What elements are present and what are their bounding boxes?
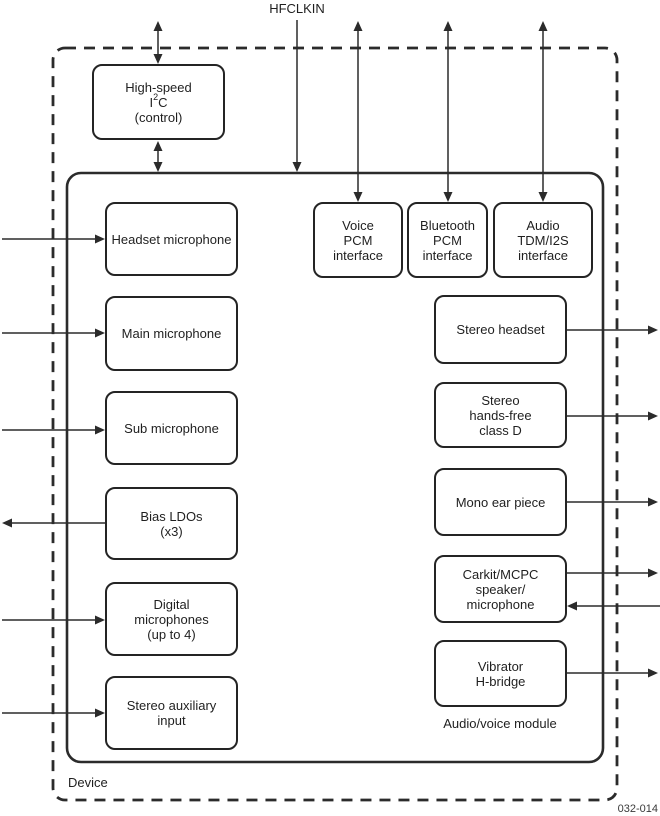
block-i2c-control [92, 64, 225, 140]
arrow-i2c-module [154, 141, 163, 172]
arrow-carkit-in [567, 602, 660, 611]
block-carkit-mcpc: Carkit/MCPC speaker/ microphone [434, 555, 567, 623]
figure-id-label: 032-014 [617, 803, 658, 815]
arrow-vibrator-out [567, 669, 658, 678]
device-label: Device [68, 775, 108, 790]
i2c-line3: (control) [134, 109, 183, 125]
block-sub-microphone: Sub microphone [105, 391, 238, 465]
block-headset-microphone: Headset microphone [105, 202, 238, 276]
block-stereo-headset: Stereo headset [434, 295, 567, 364]
arrow-carkit-out [567, 569, 658, 578]
arrow-i2c-external [154, 21, 163, 64]
block-voice-pcm-interface: Voice PCM interface [313, 202, 403, 278]
block-stereo-handsfree-class-d: Stereo hands-free class D [434, 382, 567, 448]
hfclkin-label: HFCLKIN [269, 1, 325, 16]
i2c-line2: $I^2C$ [149, 92, 168, 110]
i2c-line1: High-speed [125, 79, 192, 95]
block-stereo-auxiliary-input: Stereo auxiliary input [105, 676, 238, 750]
arrow-hfclkin-in [293, 20, 302, 172]
block-audio-tdm-i2s-interface: Audio TDM/I2S interface [493, 202, 593, 278]
audio-voice-module-label: Audio/voice module [443, 716, 557, 731]
block-main-microphone: Main microphone [105, 296, 238, 371]
block-vibrator-h-bridge: Vibrator H-bridge [434, 640, 567, 707]
block-digital-microphones: Digital microphones (up to 4) [105, 582, 238, 656]
arrow-stereo-headset-out [567, 326, 658, 335]
block-bluetooth-pcm-interface: Bluetooth PCM interface [407, 202, 488, 278]
arrow-handsfree-out [567, 412, 658, 421]
block-mono-ear-piece: Mono ear piece [434, 468, 567, 536]
block-bias-ldos: Bias LDOs (x3) [105, 487, 238, 560]
arrow-mono-earpiece-out [567, 498, 658, 507]
